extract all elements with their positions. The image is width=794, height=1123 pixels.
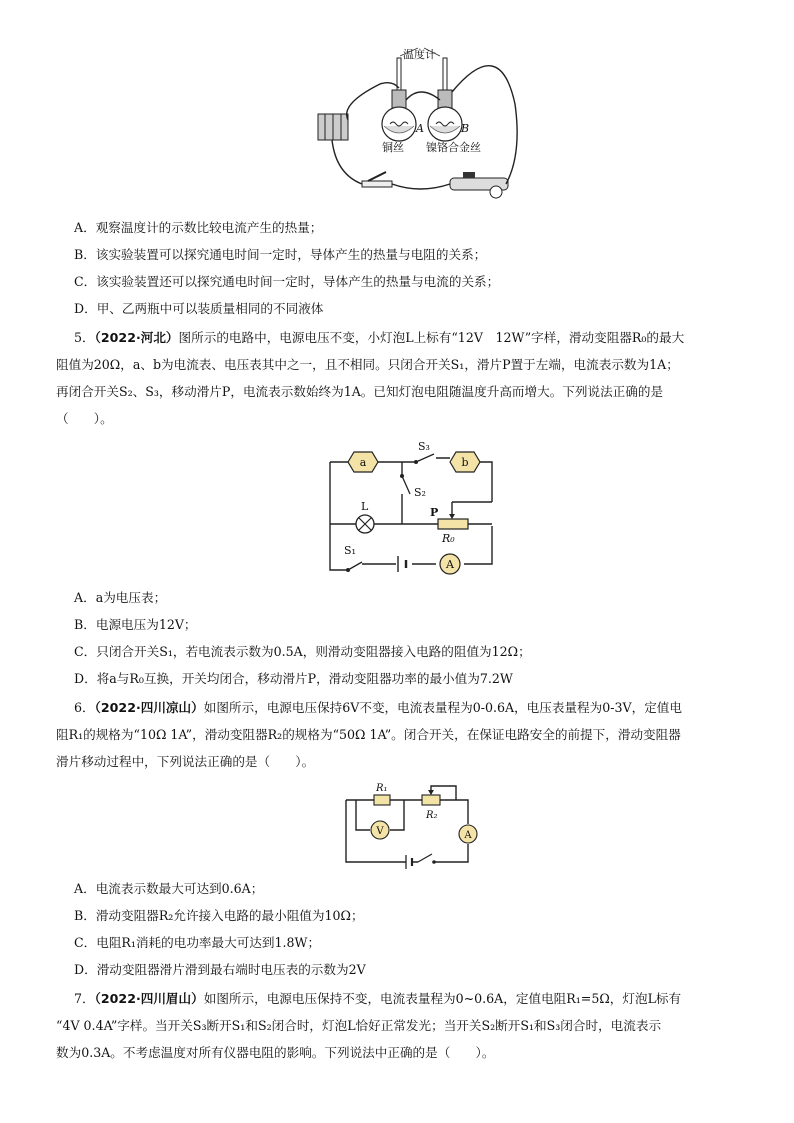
q7-stem-line1 <box>74 991 681 1007</box>
nichrome-wire-label: 镍铬合金丝 <box>426 141 481 154</box>
q6-circuit-diagram <box>338 778 478 868</box>
q6-option-c: C．电阻R₁消耗的电功率最大可达到1.8W； <box>74 935 321 950</box>
q5-option-d: D．将a与R₀互换，开关均闭合，移动滑片P，滑动变阻器功率的最小值为7.2W <box>74 671 513 686</box>
q6-number: 6． <box>74 700 95 715</box>
q6-switch-icon <box>418 854 432 862</box>
thermometer-label: 温度计 <box>403 48 436 61</box>
q6-r1-label: R₁ <box>376 783 388 794</box>
q5-stem-line1 <box>74 330 684 346</box>
q5-s3-switch-icon <box>416 454 434 462</box>
q6-source: （2022·四川凉山） <box>94 700 204 715</box>
q6-slider-arrow-icon <box>428 790 434 795</box>
q6-voltmeter-label: V <box>376 826 384 837</box>
q6-stem-line3: 滑片移动过程中，下列说法正确的是（ ）。 <box>56 754 315 769</box>
thermometer-right <box>443 58 447 94</box>
q4-option-d: D．甲、乙两瓶中可以装质量相同的不同液体 <box>74 301 324 316</box>
q6-stem-line1 <box>74 700 682 716</box>
q4-option-a: A．观察温度计的示数比较电流产生的热量； <box>74 220 323 235</box>
q5-circuit-diagram <box>318 440 503 580</box>
q6-option-b: B．滑动变阻器R₂允许接入电路的最小阻值为10Ω； <box>74 908 364 923</box>
q5-meter-a-label: a <box>359 456 367 469</box>
q6-text1: 如图所示，电源电压保持6V不变，电流表量程为0-0.6A，电压表量程为0-3V，定值电 <box>203 700 682 715</box>
q5-stem-line4: （ ）。 <box>56 411 113 426</box>
q6-outer-wire <box>346 800 468 862</box>
q5-slider-label: P <box>430 506 439 519</box>
q5-s3-label: S₃ <box>418 440 430 453</box>
battery-pack <box>318 114 348 140</box>
wire-a-b <box>406 92 440 100</box>
flask-a-label: A <box>416 122 424 135</box>
q6-switch-node <box>432 860 436 864</box>
q4-option-b: B．该实验装置可以探究通电时间一定时，导体产生的热量与电阻的关系； <box>74 247 487 262</box>
rheostat <box>450 172 508 198</box>
q5-slider-arrow-icon <box>449 514 455 519</box>
q7-stem-line2: “4V 0.4A”字样。当开关S₃断开S₁和S₂闭合时，灯泡L恰好正常发光；当开关S₂断开S₁和S₃闭合时，电流表示 <box>56 1018 662 1033</box>
knife-switch <box>362 172 392 187</box>
q5-ammeter-label: A <box>446 558 454 571</box>
flask-a <box>382 90 416 141</box>
q5-option-b: B．电源电压为12V； <box>74 617 197 632</box>
q6-r2-icon <box>422 795 440 805</box>
q5-s2-switch-icon <box>402 476 410 494</box>
q5-source: （2022·河北） <box>94 330 179 345</box>
q5-stem-line2: 阻值为20Ω，a、b为电流表、电压表其中之一，且不相同。只闭合开关S₁，滑片P置于左端，电流表示数为1A； <box>56 357 679 372</box>
thermometer-left <box>397 58 401 94</box>
q5-rheostat-icon <box>438 519 468 529</box>
q5-text1: 图所示的电路中，电源电压不变，小灯泡L上标有“12V 12W”字样，滑动变阻器R₀的最大 <box>178 330 685 345</box>
q6-option-a: A．电流表示数最大可达到0.6A； <box>74 881 264 896</box>
q5-option-c: C．只闭合开关S₁，若电流表示数为0.5A，则滑动变阻器接入电路的阻值为12Ω； <box>74 644 531 659</box>
flask-b <box>428 90 462 141</box>
q6-ammeter-label: A <box>464 830 472 841</box>
wire-switch-rheostat <box>392 184 450 189</box>
q5-meter-b-label: b <box>461 456 469 469</box>
q5-lamp-label: L <box>361 500 369 513</box>
q6-option-d: D．滑动变阻器滑片滑到最右端时电压表的示数为2V <box>74 962 366 977</box>
q6-r2-label: R₂ <box>426 810 438 821</box>
q5-s2-label: S₂ <box>414 486 426 499</box>
q6-r1-icon <box>374 795 390 805</box>
q5-s1-label: S₁ <box>344 544 356 557</box>
heating-apparatus-figure <box>300 44 530 214</box>
q4-option-c: C．该实验装置还可以探究通电时间一定时，导体产生的热量与电流的关系； <box>74 274 500 289</box>
q5-number: 5． <box>74 330 95 345</box>
copper-wire-label: 铜丝 <box>382 141 404 154</box>
q7-source: （2022·四川眉山） <box>94 991 204 1006</box>
q5-stem-line3: 再闭合开关S₂、S₃，移动滑片P，电流表示数始终为1A。已知灯泡电阻随温度升高而增大。下列说法正确的是 <box>56 384 664 399</box>
q5-option-a: A．a为电压表； <box>74 590 167 605</box>
flask-b-label: B <box>461 122 470 135</box>
q5-s1-switch-icon <box>348 562 362 570</box>
q7-stem-line3: 数为0.3A。不考虑温度对所有仪器电阻的影响。下列说法中正确的是（ ）。 <box>56 1045 495 1060</box>
q7-number: 7． <box>74 991 95 1006</box>
wire-battery-switch <box>332 140 362 184</box>
q5-r0-label: R₀ <box>442 532 455 545</box>
q7-text1: 如图所示，电源电压保持不变，电流表量程为0~0.6A，定值电阻R₁=5Ω，灯泡L标有 <box>203 991 682 1006</box>
q6-stem-line2: 阻R₁的规格为“10Ω 1A”，滑动变阻器R₂的规格为“50Ω 1A”。闭合开关，在保证电路安全的前提下，滑动变阻器 <box>56 727 681 742</box>
